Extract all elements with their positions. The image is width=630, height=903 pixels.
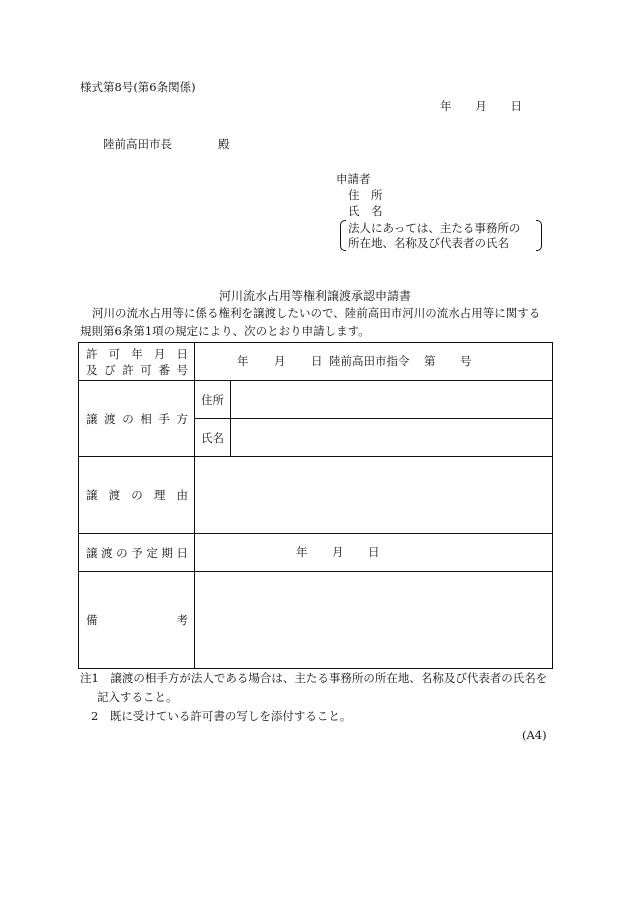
permit-label-line1: 許 可 年 月 日: [86, 346, 188, 361]
party-address-label: 住所: [195, 381, 231, 419]
party-name-input[interactable]: [231, 419, 553, 457]
permit-number-label: 号: [460, 353, 472, 368]
form-number: 様式第8号(第6条関係): [80, 80, 196, 94]
reason-row: [79, 457, 553, 534]
document-title: 河川流水占用等権利譲渡承認申請書: [218, 289, 411, 303]
schedule-month-label: 月: [332, 544, 344, 559]
reason-label: 譲 渡 の 理 由: [86, 488, 188, 502]
schedule-day-label: 日: [368, 544, 380, 559]
note1-line2: 記入すること。: [97, 690, 178, 704]
schedule-label-cell: [79, 534, 195, 572]
permit-month-label: 月: [274, 353, 286, 368]
schedule-label: 譲 渡 の 予 定 期 日: [86, 545, 188, 560]
applicant-label: 申請者: [336, 172, 371, 186]
paper-size: (A4): [522, 728, 547, 742]
applicant-name-label: 氏 名: [348, 204, 383, 218]
date-line: [440, 100, 522, 114]
corporate-note-line1: 法人にあっては、主たる事務所の: [348, 221, 521, 235]
permit-row: [79, 343, 553, 381]
permit-dai-label: 第: [424, 353, 436, 368]
honorific: 殿: [218, 137, 230, 151]
party-address-row: [79, 381, 553, 419]
date-year-label: 年: [440, 99, 452, 113]
remarks-label: 備 考: [86, 613, 188, 627]
schedule-year-label: 年: [296, 544, 308, 559]
schedule-value-cell[interactable]: [195, 534, 553, 572]
addressee: 陸前高田市長: [103, 137, 172, 151]
party-label: 譲 渡 の 相 手 方: [86, 411, 188, 426]
corporate-note-line2: 所在地、名称及び代表者の氏名: [348, 236, 509, 250]
permit-year-label: 年: [237, 353, 249, 368]
application-table: [78, 342, 553, 669]
schedule-row: [79, 534, 553, 572]
note2: 2 既に受けている許可書の写しを添付すること。: [91, 709, 352, 723]
permit-label-cell: [79, 343, 195, 381]
party-label-cell: [79, 381, 195, 457]
corporate-note-bracket: [340, 220, 542, 250]
reason-label-cell: [79, 457, 195, 534]
party-address-input[interactable]: [231, 381, 553, 419]
party-name-label: 氏名: [195, 419, 231, 457]
date-month-label: 月: [475, 99, 487, 113]
remarks-label-cell: [79, 572, 195, 669]
remarks-input[interactable]: [195, 572, 553, 669]
permit-label-line2: 及 び 許 可 番 号: [86, 362, 188, 377]
permit-directive-label: 陸前高田市指令: [329, 353, 410, 368]
bracket-left: [340, 220, 346, 251]
note1-line1: 注1 譲渡の相手方が法人である場合は、主たる事務所の所在地、名称及び代表者の氏名を: [80, 671, 548, 685]
bracket-right: [536, 220, 542, 251]
applicant-address-label: 住 所: [348, 188, 383, 202]
date-day-label: 日: [510, 99, 522, 113]
intro-line1: 河川の流水占用等に係る権利を譲渡したいので、陸前高田市河川の流水占用等に関する: [92, 306, 541, 320]
permit-value-cell[interactable]: [195, 343, 553, 381]
reason-input[interactable]: [195, 457, 553, 534]
remarks-row: [79, 572, 553, 669]
intro-line2: 規則第6条第1項の規定により、次のとおり申請します。: [80, 324, 370, 338]
permit-day-label: 日: [311, 353, 323, 368]
